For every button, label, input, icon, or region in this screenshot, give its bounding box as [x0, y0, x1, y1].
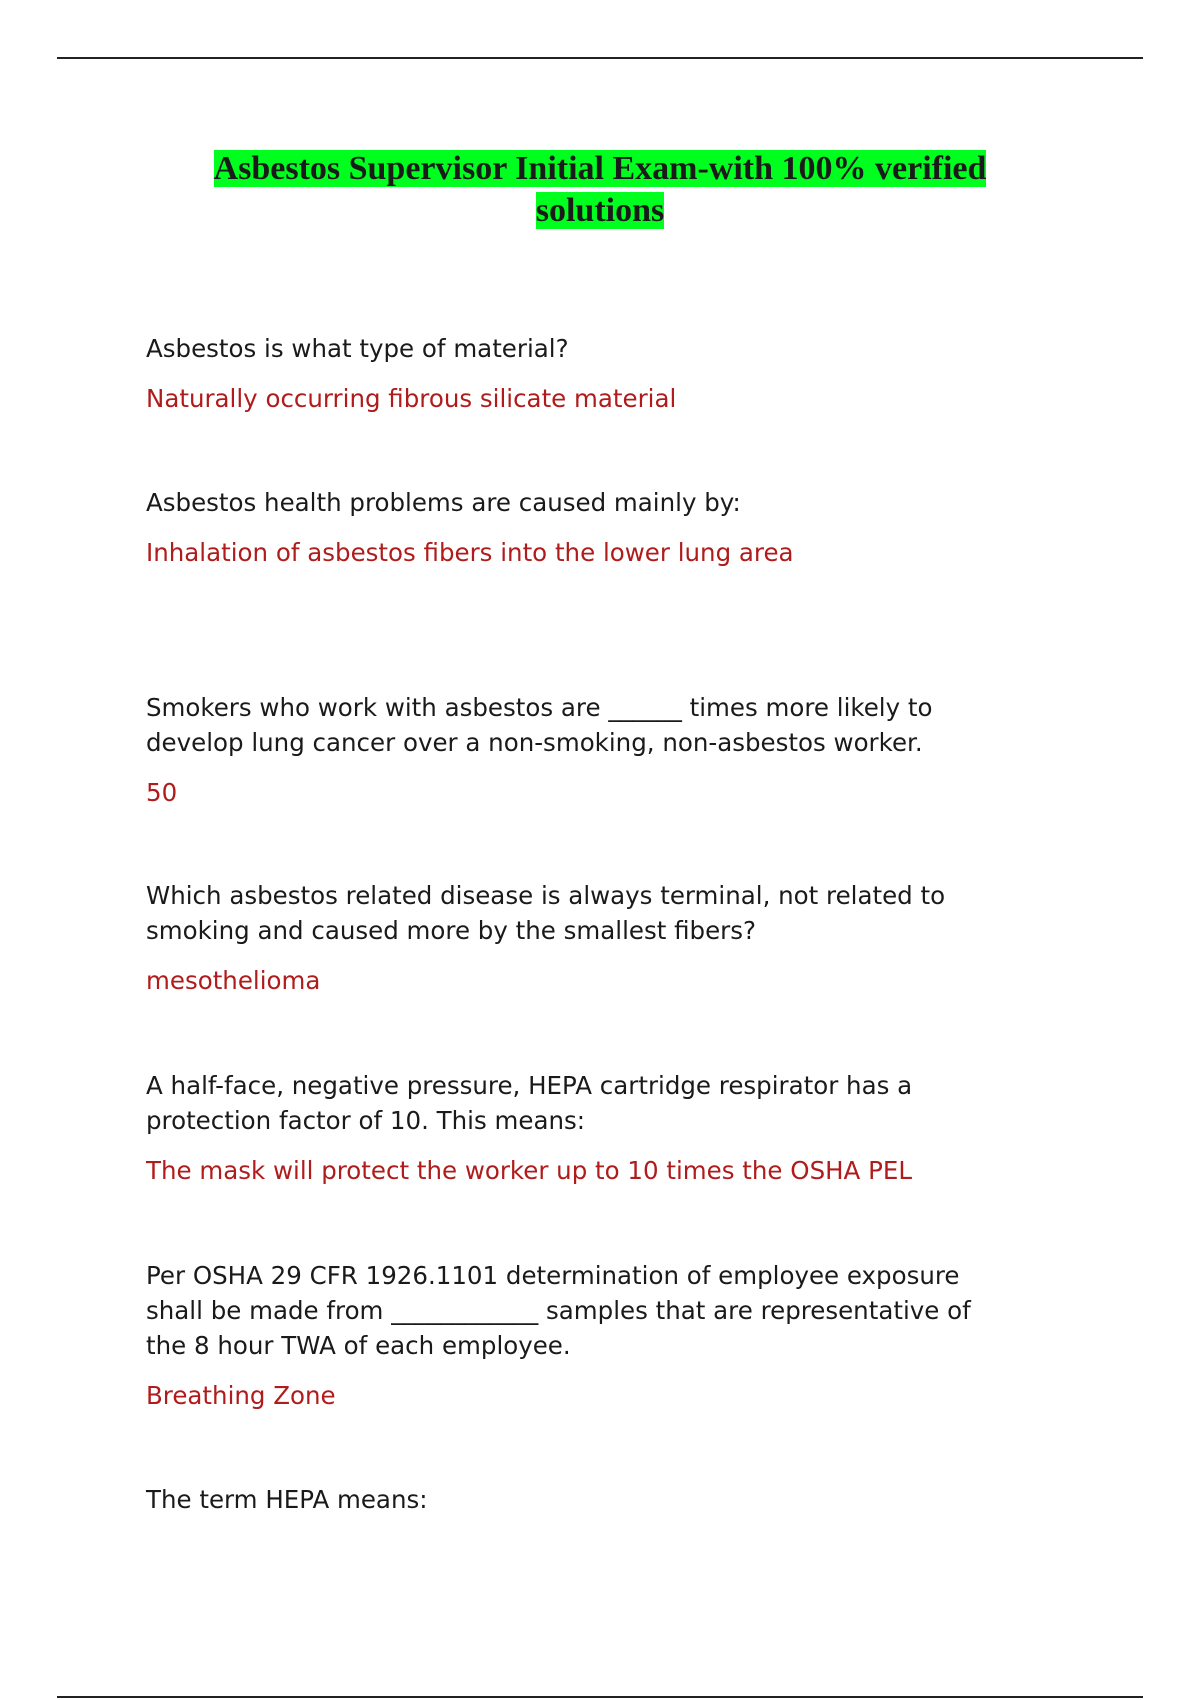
qa-item: [146, 331, 1046, 416]
answer-text: Breathing Zone: [146, 1381, 336, 1410]
question-text: The term HEPA means:: [146, 1485, 428, 1514]
qa-item: [146, 485, 1046, 570]
answer-text: Inhalation of asbestos fibers into the lower lung area: [146, 538, 794, 567]
answer-text: mesothelioma: [146, 966, 321, 995]
top-rule: [57, 57, 1143, 59]
question-text: [146, 878, 1046, 948]
question-line: protection factor of 10. This means:: [146, 1106, 586, 1135]
bottom-rule: [57, 1696, 1143, 1698]
qa-item: [146, 878, 1046, 998]
question-text: [146, 1068, 1046, 1138]
qa-item: [146, 1482, 1046, 1517]
document-title: [150, 148, 1050, 232]
question-line: the 8 hour TWA of each employee.: [146, 1331, 571, 1360]
question-line: Per OSHA 29 CFR 1926.1101 determination of employee exposure: [146, 1261, 960, 1290]
title-line-1: Asbestos Supervisor Initial Exam-with 100% verified: [213, 150, 987, 187]
question-text: Asbestos is what type of material?: [146, 334, 569, 363]
qa-item: [146, 1258, 1046, 1413]
qa-item: [146, 690, 1046, 810]
answer-text: Naturally occurring fibrous silicate material: [146, 384, 677, 413]
question-line: shall be made from ____________ samples that are representative of: [146, 1296, 971, 1325]
question-line: develop lung cancer over a non-smoking, non-asbestos worker.: [146, 728, 923, 757]
answer-text: 50: [146, 778, 178, 807]
question-line: smoking and caused more by the smallest fibers?: [146, 916, 757, 945]
question-text: Asbestos health problems are caused mainly by:: [146, 488, 741, 517]
question-line: Smokers who work with asbestos are ______ times more likely to: [146, 693, 933, 722]
qa-item: [146, 1068, 1046, 1188]
answer-text: The mask will protect the worker up to 10 times the OSHA PEL: [146, 1156, 913, 1185]
question-text: [146, 690, 1046, 760]
title-line-2: solutions: [535, 192, 665, 229]
question-text: [146, 1258, 1046, 1363]
question-line: A half-face, negative pressure, HEPA cartridge respirator has a: [146, 1071, 913, 1100]
question-line: Which asbestos related disease is always terminal, not related to: [146, 881, 946, 910]
